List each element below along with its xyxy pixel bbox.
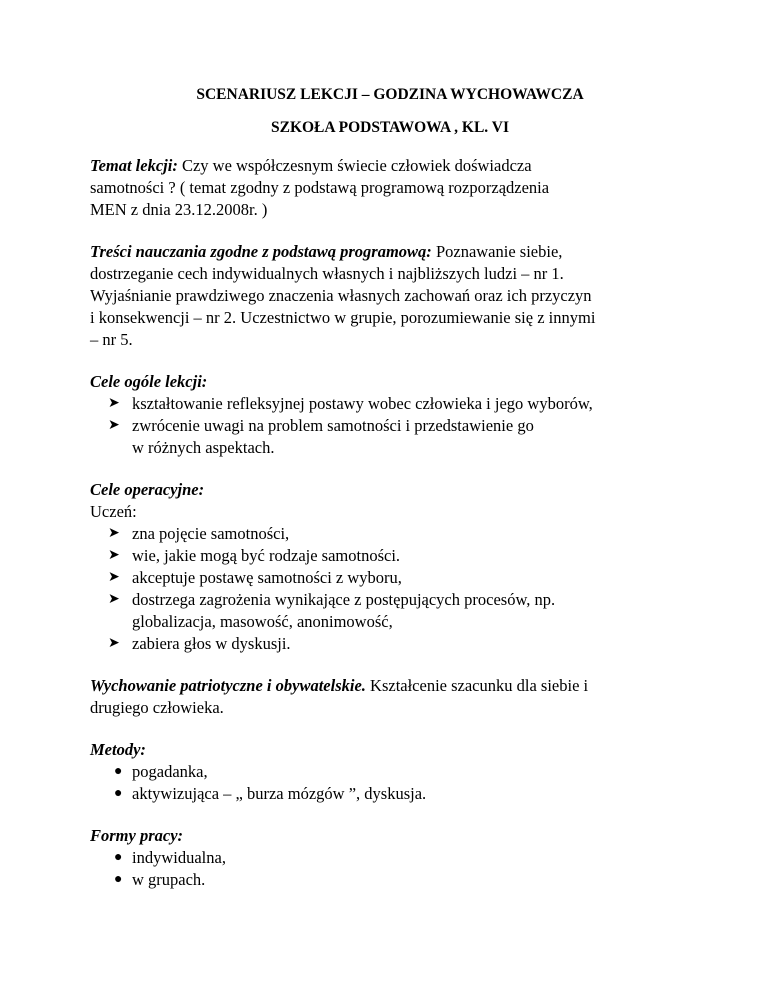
content-text-3: Wyjaśnianie prawdziwego znaczenia własnych zachowań oraz ich przyczyn: [90, 286, 592, 305]
list-item-text: zna pojęcie samotności,: [132, 524, 290, 543]
content-label: Treści nauczania zgodne z podstawą programową:: [90, 242, 432, 261]
arrow-bullet-icon: ➤: [108, 418, 120, 433]
operational-goals-section: [90, 479, 690, 655]
operational-goals-label: Cele operacyjne:: [90, 480, 205, 499]
list-item: [90, 847, 690, 869]
list-item-continuation: w różnych aspektach.: [132, 438, 275, 457]
topic-text-1: Czy we współczesnym świecie człowiek doświadcza: [181, 156, 532, 175]
methods-section: [90, 739, 690, 805]
general-goals-list: [90, 393, 690, 459]
dot-bullet-icon: ●: [114, 786, 123, 801]
arrow-bullet-icon: ➤: [108, 570, 120, 585]
topic-section: [90, 155, 690, 221]
arrow-bullet-icon: ➤: [108, 548, 120, 563]
list-item-text: w grupach.: [132, 870, 206, 889]
list-item: [90, 523, 690, 545]
list-item-text: dostrzega zagrożenia wynikające z postępujących procesów, np.: [132, 590, 556, 609]
topic-text-3: MEN z dnia 23.12.2008r. ): [90, 200, 268, 219]
list-item-text: aktywizująca – „ burza mózgów ”, dyskusja.: [132, 784, 427, 803]
list-item: [90, 567, 690, 589]
topic-line-1: [90, 155, 690, 177]
content-section: [90, 241, 690, 351]
operational-goals-list: [90, 523, 690, 655]
dot-bullet-icon: ●: [114, 850, 123, 865]
document-page: [90, 84, 690, 911]
education-line-1: [90, 675, 690, 697]
topic-label: Temat lekcji:: [90, 156, 178, 175]
list-item: [90, 589, 690, 633]
content-text-2: dostrzeganie cech indywidualnych własnych i najbliższych ludzi – nr 1.: [90, 264, 564, 283]
list-item: [90, 545, 690, 567]
operational-goals-intro: Uczeń:: [90, 502, 137, 521]
arrow-bullet-icon: ➤: [108, 592, 120, 607]
list-item-text: akceptuje postawę samotności z wyboru,: [132, 568, 402, 587]
education-text-1: Kształcenie szacunku dla siebie i: [370, 676, 589, 695]
arrow-bullet-icon: ➤: [108, 636, 120, 651]
document-title: SCENARIUSZ LEKCJI – GODZINA WYCHOWAWCZA: [196, 86, 584, 103]
list-item-text: kształtowanie refleksyjnej postawy wobec człowieka i jego wyborów,: [132, 394, 593, 413]
work-forms-section: [90, 825, 690, 891]
dot-bullet-icon: ●: [114, 764, 123, 779]
general-goals-section: [90, 371, 690, 459]
list-item-text: zabiera głos w dyskusji.: [132, 634, 291, 653]
list-item: [90, 415, 690, 459]
list-item: [90, 761, 690, 783]
list-item-text: wie, jakie mogą być rodzaje samotności.: [132, 546, 401, 565]
work-forms-list: [90, 847, 690, 891]
document-subtitle: SZKOŁA PODSTAWOWA , KL. VI: [270, 119, 510, 136]
general-goals-label: Cele ogóle lekcji:: [90, 372, 208, 391]
arrow-bullet-icon: ➤: [108, 396, 120, 411]
education-section: [90, 675, 690, 719]
dot-bullet-icon: ●: [114, 872, 123, 887]
arrow-bullet-icon: ➤: [108, 526, 120, 541]
methods-label: Metody:: [90, 740, 146, 759]
list-item: [90, 869, 690, 891]
list-item: [90, 783, 690, 805]
content-text-4: i konsekwencji – nr 2. Uczestnictwo w grupie, porozumiewanie się z innymi: [90, 308, 596, 327]
list-item-text: pogadanka,: [132, 762, 208, 781]
list-item: [90, 393, 690, 415]
education-label: Wychowanie patriotyczne i obywatelskie.: [90, 676, 366, 695]
list-item: [90, 633, 690, 655]
topic-text-2: samotności ? ( temat zgodny z podstawą programową rozporządzenia: [90, 178, 550, 197]
list-item-continuation: globalizacja, masowość, anonimowość,: [132, 612, 393, 631]
content-text-5: – nr 5.: [90, 330, 133, 349]
list-item-text: zwrócenie uwagi na problem samotności i przedstawienie go: [132, 416, 534, 435]
list-item-text: indywidualna,: [132, 848, 226, 867]
work-forms-label: Formy pracy:: [90, 826, 184, 845]
methods-list: [90, 761, 690, 805]
content-text-1: Poznawanie siebie,: [435, 242, 563, 261]
education-text-2: drugiego człowieka.: [90, 698, 224, 717]
content-line-1: [90, 241, 690, 263]
